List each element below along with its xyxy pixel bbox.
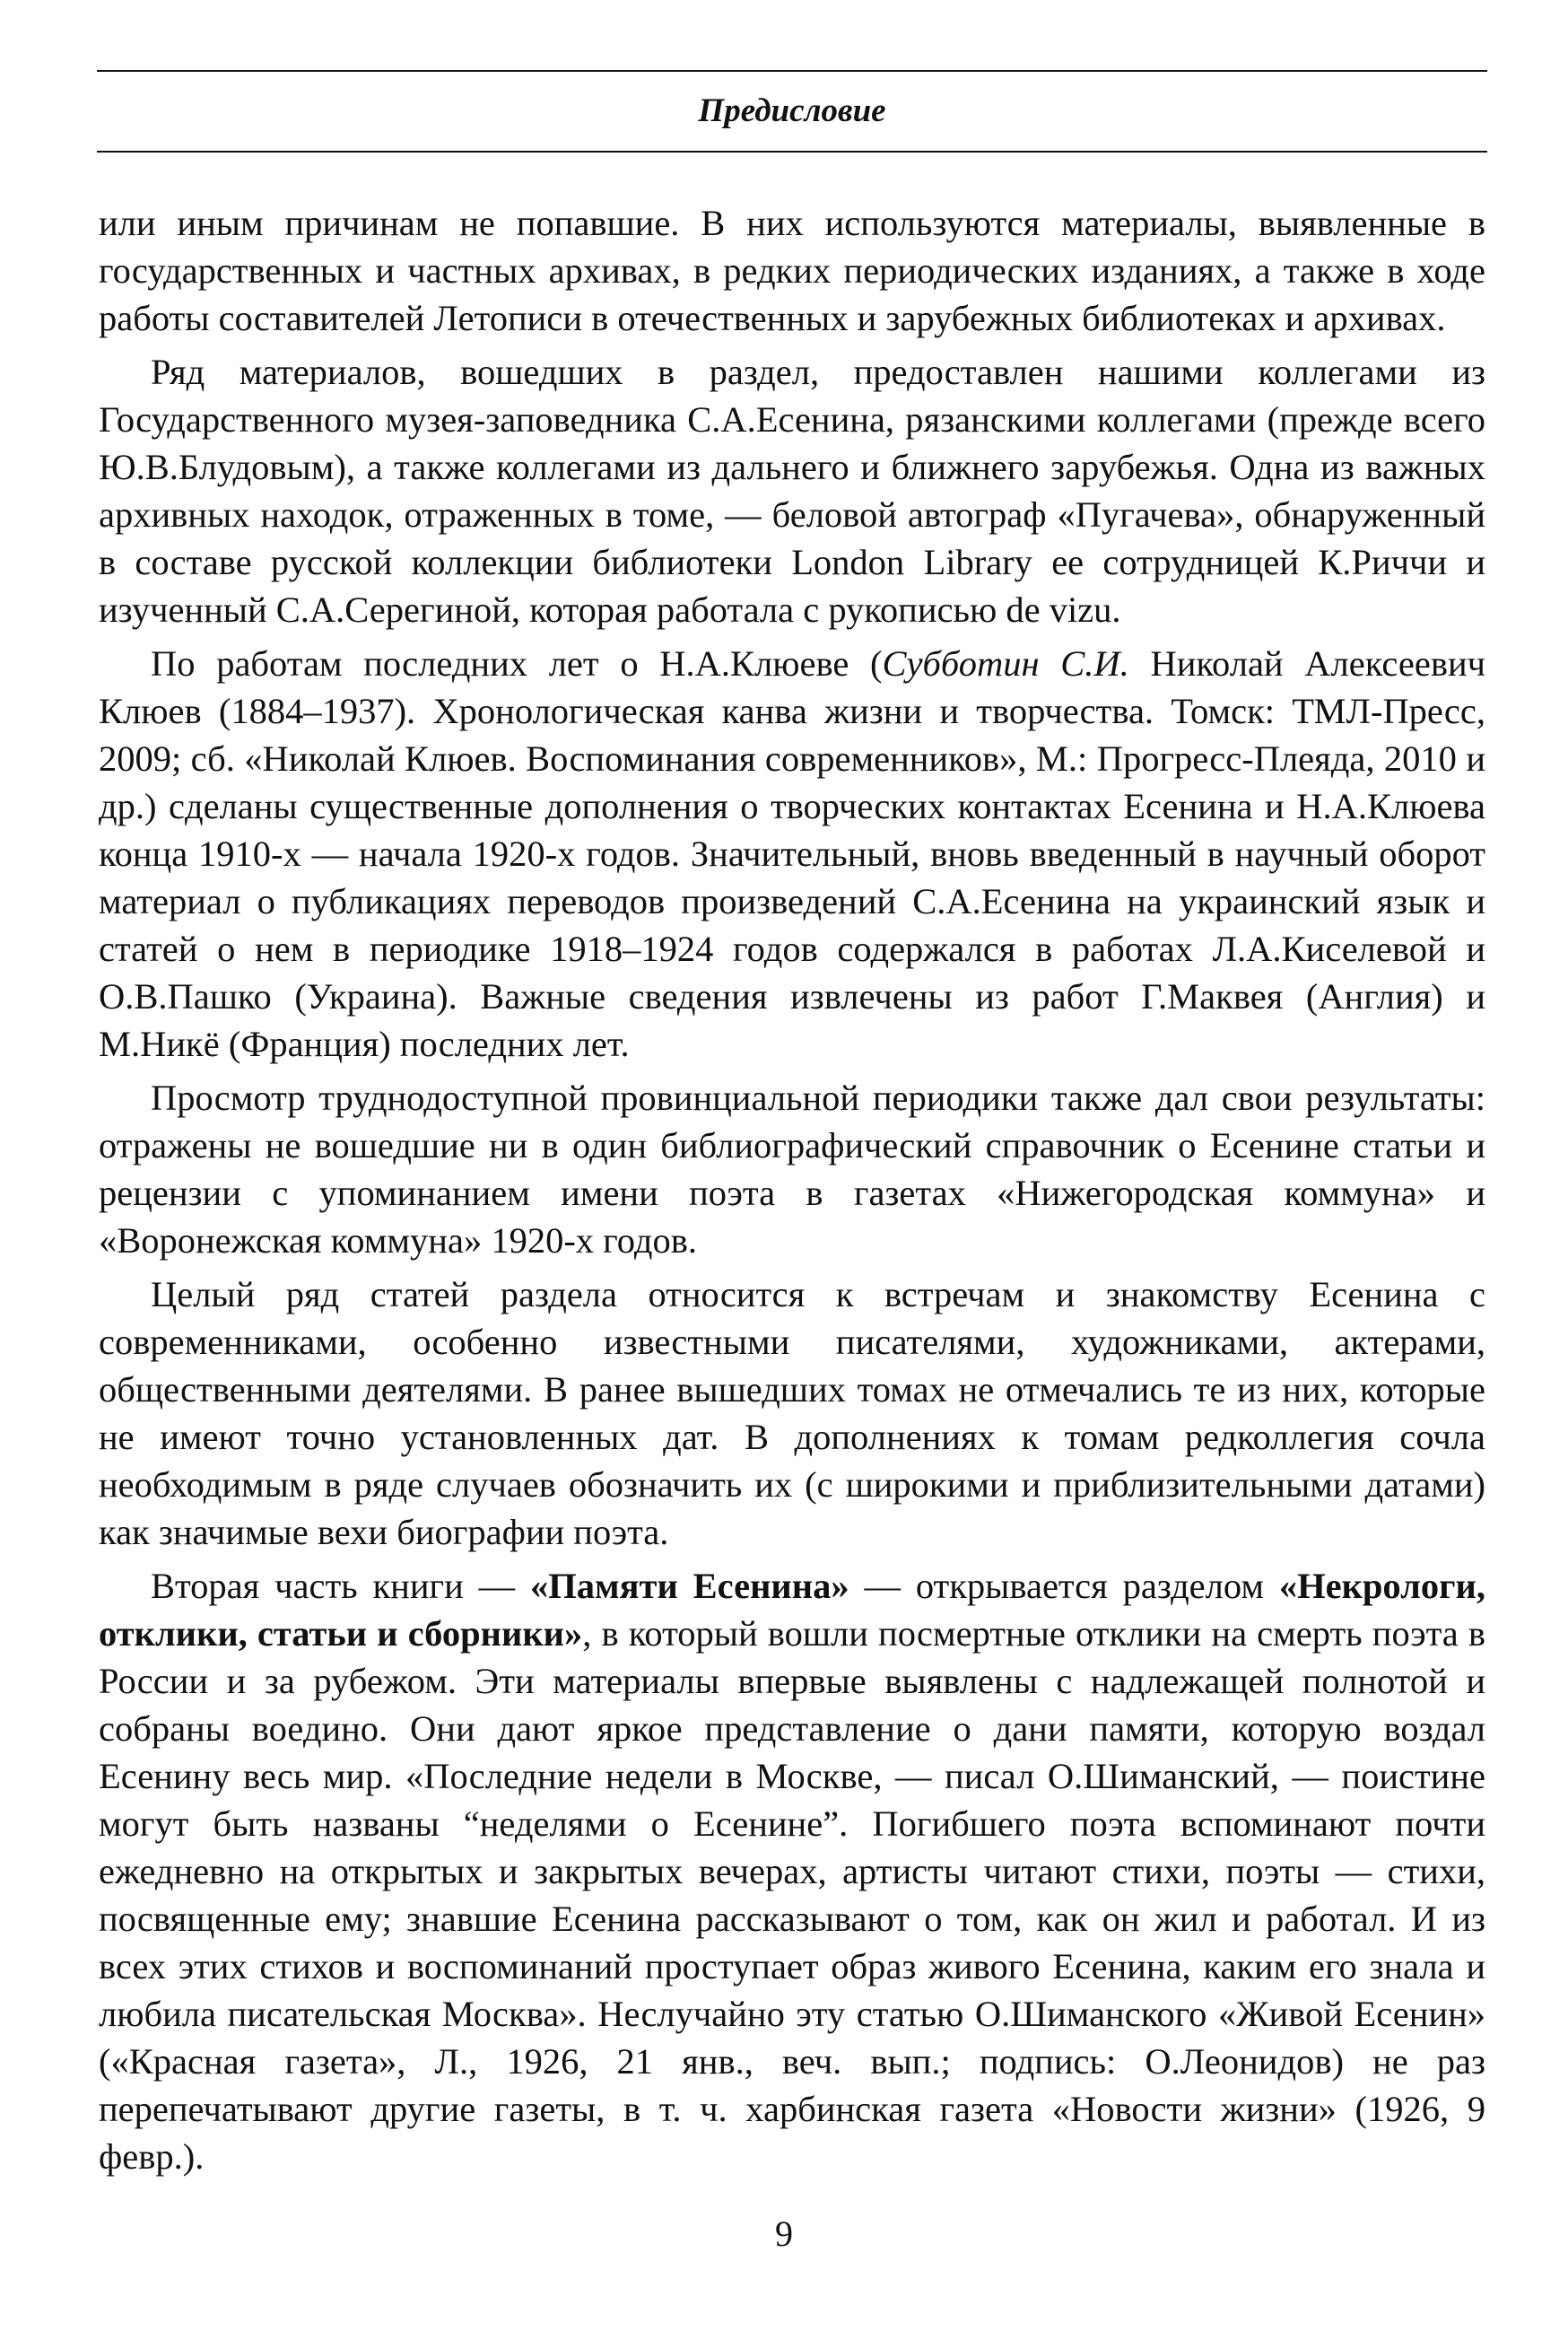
paragraph-second-part-lead: Вторая часть книги —: [151, 1566, 531, 1606]
section-title-memory: «Памяти Есенина»: [530, 1566, 849, 1606]
header-bottom-rule: [97, 151, 1487, 153]
header-title: Предисловие: [698, 92, 886, 129]
running-header: [97, 70, 1487, 153]
paragraph-contemporaries: Целый ряд статей раздела относится к встречам и знакомству Есенина с современниками, особенно известными писателями, художниками, актерами, общественными деятелями. В ранее вышедших томах не отмечались те из них, которые не имеют точно установленных дат. В дополнениях к томам редколлегия сочла необходимым в ряде случаев обозначить их (с широкими и приблизительными датами) как значимые вехи биографии поэта.: [99, 1274, 1485, 1552]
paragraph-materials: Ряд материалов, вошедших в раздел, предоставлен нашими коллегами из Государственного музея-заповедника С.А.Есенина, рязанскими коллегами (прежде всего Ю.В.Блудовым), а также коллегами из дальнего и ближнего зарубежья. Одна из важных архивных находок, отраженных в томе, — беловой автограф «Пугачева», обнаруженный в составе русской коллекции библиотеки London Library ее сотрудницей К.Риччи и изученный С.А.Серегиной, которая работала с рукописью de vizu.: [99, 352, 1485, 630]
paragraph-continuation: или иным причинам не попавшие. В них используются материалы, выявленные в государственных и частных архивах, в редких периодических изданиях, а также в ходе работы составителей Летописи в отечественных и зарубежных библиотеках и архивах.: [99, 203, 1485, 338]
paragraph-klyuev: [99, 640, 1485, 1068]
page-number: 9: [775, 2213, 793, 2254]
section-title-obituaries: «Некрологи, отклики, статьи и сборники»: [99, 1566, 1485, 1654]
paragraph-second-part-rest: , в который вошли посмертные отклики на смерть поэта в России и за рубежом. Эти материалы впервые выявлены с надлежащей полнотой и собраны воедино. Они дают яркое представление о дани памяти, которую воздал Есенину весь мир. «Последние недели в Москве, — писал О.Шиманский, — поистине могут быть названы “неделями о Есенине”. Погибшего поэта вспоминают почти ежедневно на открытых и закрытых вечерах, артисты читают стихи, поэты — стихи, посвященные ему; знавшие Есенина рассказывают о том, как он жил и работал. И из всех этих стихов и воспоминаний проступает образ живого Есенина, каким его знала и любила писательская Москва». Неслучайно эту статью О.Шиманского «Живой Есенин» («Красная газета», Л., 1926, 21 янв., веч. вып.; подпись: О.Леонидов) не раз перепечатывают другие газеты, в т. ч. харбинская газета «Новости жизни» (1926, 9 февр.).: [99, 1613, 1485, 2177]
paragraph-second-part-mid: — открывается разделом: [849, 1566, 1279, 1606]
paragraph-klyuev-rest: Николай Алексеевич Клюев (1884–1937). Хронологическая канва жизни и творчества. Томск: ТМЛ-Пресс, 2009; сб. «Николай Клюев. Воспоминания современников», М.: Прогресс-Плеяда, 2010 и др.) сделаны существенные дополнения о творческих контактах Есенина и Н.А.Клюева конца 1910-х — начала 1920-х годов. Значительный, вновь введенный в научный оборот материал о публикациях переводов произведений С.А.Есенина на украинский язык и статей о нем в периодике 1918–1924 годов содержался в работах Л.А.Киселевой и О.В.Пашко (Украина). Важные сведения извлечены из работ Г.Маквея (Англия) и М.Никё (Франция) последних лет.: [99, 643, 1485, 1064]
paragraph-second-part: [99, 1562, 1485, 2180]
citation-author: Субботин С.И.: [882, 643, 1129, 684]
paragraph-klyuev-lead: По работам последних лет о Н.А.Клюеве (: [151, 643, 883, 684]
page-body: [99, 199, 1485, 2180]
paragraph-periodicals: Просмотр труднодоступной провинциальной периодики также дал свои результаты: отражены не вошедшие ни в один библиографический справочник о Есенине статьи и рецензии с упоминанием имени поэта в газетах «Нижегородская коммуна» и «Воронежская коммуна» 1920-х годов.: [99, 1078, 1485, 1261]
